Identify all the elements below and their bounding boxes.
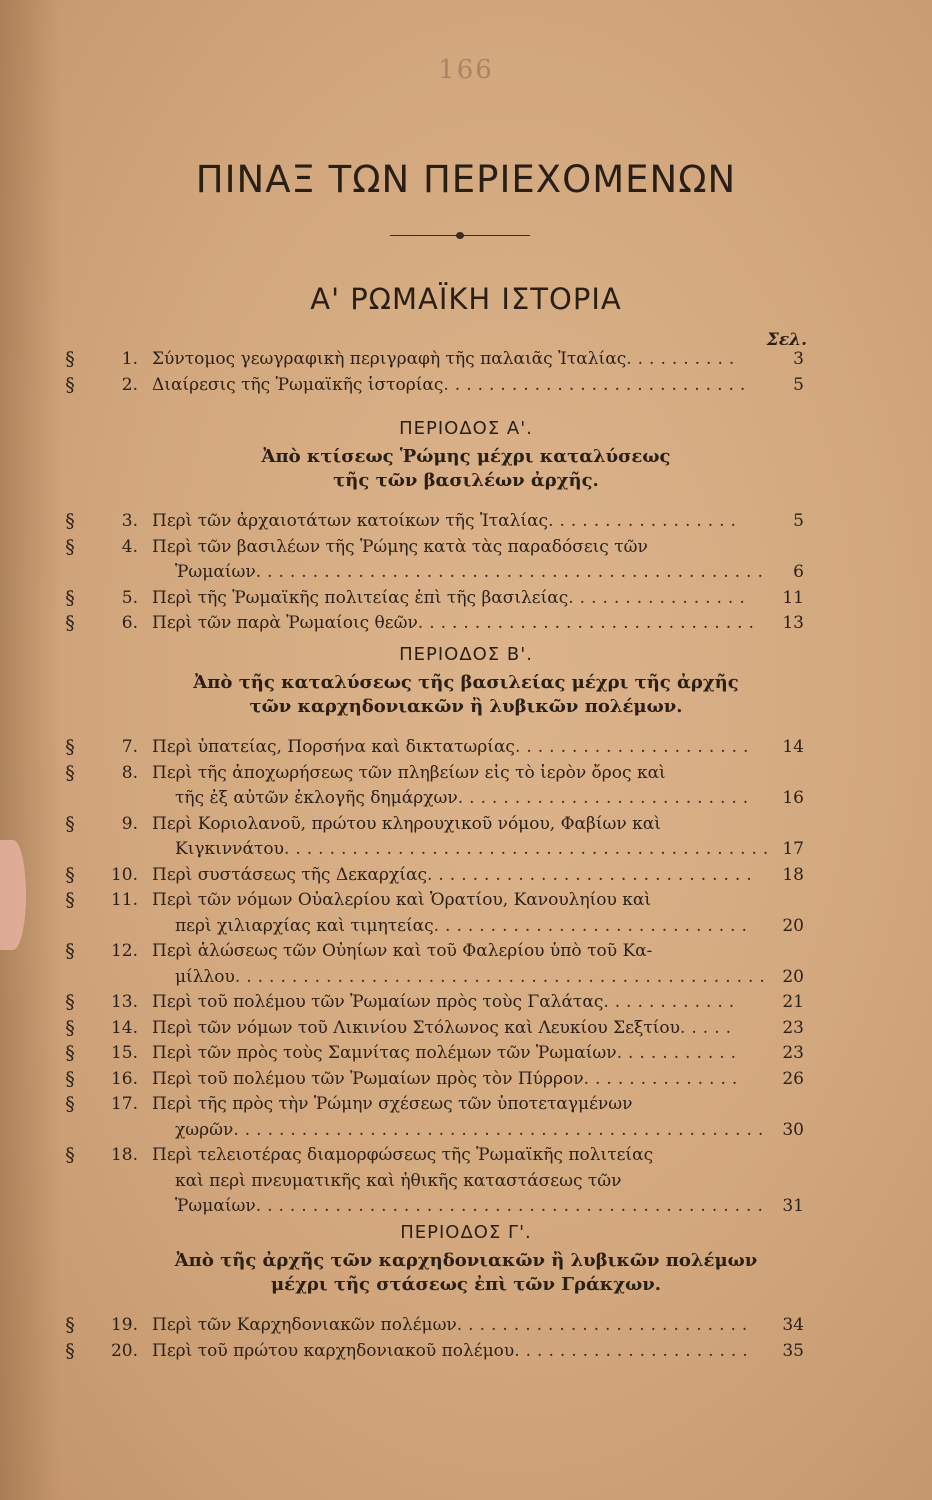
page-column-label: Σελ. bbox=[766, 330, 807, 350]
entry-number: 1. bbox=[121, 349, 138, 369]
entry-number: 13. bbox=[110, 992, 138, 1012]
section-symbol: § bbox=[65, 510, 75, 532]
dot-leader: .......... bbox=[626, 349, 741, 369]
page-number: 166 bbox=[438, 55, 494, 85]
entry-title bbox=[152, 1142, 653, 1168]
entry-title-text: χωρῶν bbox=[175, 1119, 234, 1140]
entry-number: 2. bbox=[121, 374, 138, 395]
period-subtitle: τῆς τῶν βασιλέων ἀρχῆς. bbox=[333, 470, 599, 491]
dot-leader: .......................... bbox=[456, 1315, 754, 1335]
entry-number: 14. bbox=[110, 1017, 138, 1038]
toc-entry-row bbox=[0, 1066, 932, 1092]
toc-entry-row bbox=[0, 508, 932, 534]
entry-title bbox=[152, 508, 742, 534]
toc-entry-row bbox=[0, 346, 932, 372]
dot-leader: ..................... bbox=[514, 1340, 754, 1361]
entry-page-number: 11 bbox=[782, 587, 804, 608]
dot-leader: ............................. bbox=[427, 864, 758, 885]
entry-title bbox=[152, 1066, 743, 1092]
entry-title-text: Περὶ τῶν παρὰ Ῥωμαίοις θεῶν bbox=[152, 613, 418, 633]
entry-title-text: Ῥωμαίων bbox=[175, 562, 256, 582]
entry-title bbox=[152, 1312, 753, 1338]
toc-entry-row bbox=[0, 913, 932, 939]
toc-entry-row bbox=[0, 836, 932, 862]
toc-entry-row bbox=[0, 1091, 932, 1117]
entry-number: 12. bbox=[110, 941, 138, 961]
entry-title bbox=[152, 1015, 737, 1041]
section-symbol: § bbox=[65, 535, 75, 558]
dot-leader: ................ bbox=[568, 587, 751, 608]
entry-title-text: Περὶ τῆς Ῥωμαϊκῆς πολιτείας ἐπὶ τῆς βασιλείας bbox=[152, 587, 569, 608]
entry-number: 7. bbox=[121, 737, 138, 757]
section-symbol: § bbox=[65, 812, 75, 835]
toc-entry-row bbox=[0, 534, 932, 560]
section-symbol: § bbox=[65, 991, 75, 1013]
entry-title bbox=[175, 559, 769, 585]
entry-title-text: μίλλου bbox=[175, 966, 235, 987]
page-title: ΠΙΝΑΞ ΤΩΝ ΠΕΡΙΕΧΟΜΕΝΩΝ bbox=[195, 158, 737, 201]
entry-page-number: 23 bbox=[782, 1017, 804, 1038]
toc-entry-row bbox=[0, 862, 932, 888]
entry-title-text: Περὶ τοῦ πολέμου τῶν Ῥωμαίων πρὸς τοὺς Γαλάτας bbox=[152, 992, 604, 1012]
section-symbol: § bbox=[65, 373, 75, 396]
entry-page-number: 14 bbox=[782, 737, 804, 757]
part-title: Α' ΡΩΜΑΪΚΗ ΙΣΤΟΡΙΑ bbox=[310, 282, 622, 316]
entry-title-text: Περὶ τῶν βασιλέων τῆς Ῥώμης κατὰ τὰς παραδόσεις τῶν bbox=[152, 536, 648, 557]
entry-title bbox=[175, 1117, 769, 1143]
entry-number: 8. bbox=[121, 762, 138, 783]
entry-title bbox=[175, 1168, 621, 1194]
entry-number: 20. bbox=[110, 1340, 138, 1361]
toc-entry-row bbox=[0, 1193, 932, 1219]
dot-leader: ........................... bbox=[443, 374, 752, 395]
section-symbol: § bbox=[65, 1144, 75, 1166]
toc-entry-row bbox=[0, 1168, 932, 1194]
entry-title-text: Περὶ ἁλώσεως τῶν Οὐηίων καὶ τοῦ Φαλερίου ὑπὸ τοῦ Κα- bbox=[152, 941, 653, 961]
entry-page-number: 3 bbox=[793, 349, 804, 369]
entry-title-text: Περὶ τῶν ἀρχαιοτάτων κατοίκων τῆς Ἰταλίας bbox=[152, 511, 549, 531]
entry-page-number: 6 bbox=[793, 562, 804, 582]
entry-title-text: Περὶ τελειοτέρας διαμορφώσεως τῆς Ῥωμαϊκῆς πολιτείας bbox=[152, 1145, 654, 1165]
entry-number: 9. bbox=[121, 813, 138, 834]
entry-number: 10. bbox=[110, 864, 138, 885]
ornament-dot bbox=[456, 232, 464, 239]
dot-leader: ............................................. bbox=[255, 1196, 769, 1216]
entry-title-text: Περὶ τοῦ πρώτου καρχηδονιακοῦ πολέμου bbox=[152, 1340, 515, 1361]
entry-title-text: Περὶ συστάσεως τῆς Δεκαρχίας bbox=[152, 864, 427, 885]
entry-title bbox=[175, 913, 753, 939]
toc-entry-row bbox=[0, 1312, 932, 1338]
entry-title bbox=[152, 1338, 754, 1364]
entry-page-number: 23 bbox=[782, 1043, 804, 1063]
entry-page-number: 18 bbox=[782, 864, 804, 885]
period-subtitle: Ἀπὸ τῆς καταλύσεως τῆς βασιλείας μέχρι τῆς ἀρχῆς bbox=[193, 672, 739, 693]
title-ornament bbox=[390, 232, 530, 240]
entry-number: 18. bbox=[110, 1145, 138, 1165]
toc-entry-row bbox=[0, 1117, 932, 1143]
dot-leader: .......................... bbox=[457, 788, 755, 808]
entry-page-number: 5 bbox=[793, 374, 804, 395]
dot-leader: ................. bbox=[548, 511, 742, 531]
dot-leader: ............................................. bbox=[255, 562, 769, 582]
toc-entry-row bbox=[0, 1142, 932, 1168]
entry-title bbox=[175, 785, 754, 811]
entry-title-text: Περὶ ὑπατείας, Πορσήνα καὶ δικτατωρίας bbox=[152, 737, 515, 757]
entry-title bbox=[152, 811, 661, 837]
entry-number: 4. bbox=[121, 536, 138, 557]
entry-title bbox=[152, 938, 652, 964]
section-symbol: § bbox=[65, 889, 75, 911]
dot-leader: ............ bbox=[603, 992, 741, 1012]
section-symbol: § bbox=[65, 761, 75, 784]
period-heading: ΠΕΡΙΟΔΟΣ Α'. bbox=[399, 418, 533, 439]
entry-title-text: Περὶ τῶν πρὸς τοὺς Σαμνίτας πολέμων τῶν Ῥωμαίων bbox=[152, 1043, 617, 1063]
entry-page-number: 20 bbox=[782, 966, 804, 987]
entry-page-number: 20 bbox=[782, 915, 804, 936]
section-symbol: § bbox=[65, 612, 75, 634]
toc-entry-row bbox=[0, 1015, 932, 1041]
entry-number: 6. bbox=[121, 613, 138, 633]
toc-entry-row bbox=[0, 964, 932, 990]
section-symbol: § bbox=[65, 863, 75, 886]
entry-title bbox=[152, 534, 648, 560]
entry-title bbox=[152, 734, 754, 760]
entry-number: 11. bbox=[110, 890, 138, 910]
toc-entry-row bbox=[0, 811, 932, 837]
toc-entry-row bbox=[0, 372, 932, 398]
entry-title-text: καὶ περὶ πνευματικῆς καὶ ἠθικῆς καταστάσεως τῶν bbox=[175, 1170, 622, 1191]
section-symbol: § bbox=[65, 1093, 75, 1115]
entry-title bbox=[175, 1193, 769, 1219]
entry-title-text: Περὶ τῶν νόμων τοῦ Λικινίου Στόλωνος καὶ Λευκίου Σεξτίου bbox=[152, 1017, 680, 1038]
toc-entry-row bbox=[0, 938, 932, 964]
entry-title-text: Περὶ τῶν Καρχηδονιακῶν πολέμων bbox=[152, 1315, 457, 1335]
dot-leader: ..................... bbox=[514, 737, 755, 757]
entry-title bbox=[152, 1040, 742, 1066]
entry-title-text: Περὶ Κοριολανοῦ, πρώτου κληρουχικοῦ νόμου, Φαβίων καὶ bbox=[152, 813, 661, 834]
entry-title bbox=[175, 836, 774, 862]
entry-title bbox=[152, 862, 758, 888]
toc-entry-row bbox=[0, 1040, 932, 1066]
section-symbol: § bbox=[65, 1339, 75, 1362]
entry-title-text: τῆς ἐξ αὐτῶν ἐκλογῆς δημάρχων bbox=[175, 788, 458, 808]
entry-page-number: 31 bbox=[782, 1196, 804, 1216]
entry-title-text: Ῥωμαίων bbox=[175, 1196, 256, 1216]
entry-page-number: 16 bbox=[782, 788, 804, 808]
entry-title-text: Περὶ τῆς πρὸς τὴν Ῥώμην σχέσεως τῶν ὑποτεταγμένων bbox=[152, 1094, 633, 1114]
entry-page-number: 30 bbox=[782, 1119, 804, 1140]
entry-page-number: 21 bbox=[782, 992, 804, 1012]
toc-entry-row bbox=[0, 610, 932, 636]
period-heading: ΠΕΡΙΟΔΟΣ Γ'. bbox=[400, 1222, 532, 1243]
entry-number: 3. bbox=[121, 511, 138, 531]
toc-entry-row bbox=[0, 585, 932, 611]
entry-title bbox=[152, 585, 751, 611]
entry-page-number: 5 bbox=[793, 511, 804, 531]
section-symbol: § bbox=[65, 348, 75, 370]
toc-entry-row bbox=[0, 734, 932, 760]
entry-page-number: 17 bbox=[782, 839, 804, 859]
dot-leader: ............................................... bbox=[233, 1119, 770, 1140]
section-symbol: § bbox=[65, 1042, 75, 1064]
dot-leader: .............................. bbox=[417, 613, 760, 633]
section-symbol: § bbox=[65, 586, 75, 609]
dot-leader: ..... bbox=[679, 1017, 738, 1038]
entry-title bbox=[152, 989, 740, 1015]
entry-number: 15. bbox=[110, 1043, 138, 1063]
toc-entry-row bbox=[0, 989, 932, 1015]
entry-page-number: 13 bbox=[782, 613, 804, 633]
toc-entry-row bbox=[0, 559, 932, 585]
entry-title bbox=[152, 372, 751, 398]
section-symbol: § bbox=[65, 736, 75, 758]
entry-title bbox=[175, 964, 771, 990]
entry-title bbox=[152, 346, 740, 372]
entry-number: 5. bbox=[121, 587, 138, 608]
entry-title-text: περὶ χιλιαρχίας καὶ τιμητείας bbox=[175, 915, 434, 936]
entry-title-text: Κιγκιννάτου bbox=[175, 839, 284, 859]
period-heading: ΠΕΡΙΟΔΟΣ Β'. bbox=[399, 644, 533, 665]
entry-page-number: 34 bbox=[782, 1315, 804, 1335]
entry-page-number: 26 bbox=[782, 1068, 804, 1089]
dot-leader: ............................ bbox=[433, 915, 753, 936]
period-subtitle: μέχρι τῆς στάσεως ἐπὶ τῶν Γράκχων. bbox=[270, 1274, 662, 1295]
entry-title-text: Περὶ τῆς ἀποχωρήσεως τῶν πληβείων εἰς τὸ ἱερὸν ὄρος καὶ bbox=[152, 762, 666, 783]
section-symbol: § bbox=[65, 1314, 75, 1336]
section-symbol: § bbox=[65, 1067, 75, 1090]
entry-title bbox=[152, 1091, 632, 1117]
toc-entry-row bbox=[0, 887, 932, 913]
entry-page-number: 35 bbox=[782, 1340, 804, 1361]
entry-number: 19. bbox=[110, 1315, 138, 1335]
entry-title-text: Σύντομος γεωγραφικὴ περιγραφὴ τῆς παλαιᾶς Ἰταλίας bbox=[152, 349, 627, 369]
section-symbol: § bbox=[65, 1016, 75, 1039]
period-subtitle: Ἀπὸ τῆς ἀρχῆς τῶν καρχηδονιακῶν ἢ λυβικῶν πολέμων bbox=[174, 1250, 758, 1271]
period-subtitle: τῶν καρχηδονιακῶν ἢ λυβικῶν πολέμων. bbox=[249, 696, 683, 717]
section-symbol: § bbox=[65, 940, 75, 962]
entry-number: 17. bbox=[110, 1094, 138, 1114]
toc-entry-row bbox=[0, 1338, 932, 1364]
entry-title-text: Περὶ τοῦ πολέμου τῶν Ῥωμαίων πρὸς τὸν Πύρρον bbox=[152, 1068, 584, 1089]
dot-leader: ............................................... bbox=[234, 966, 771, 987]
entry-title-text: Διαίρεσις τῆς Ῥωμαϊκῆς ἱστορίας bbox=[152, 374, 444, 395]
entry-title bbox=[152, 610, 760, 636]
entry-number: 16. bbox=[110, 1068, 138, 1089]
entry-title bbox=[152, 887, 651, 913]
toc-entry-row bbox=[0, 785, 932, 811]
period-subtitle: Ἀπὸ κτίσεως Ῥώμης μέχρι καταλύσεως bbox=[261, 446, 671, 467]
dot-leader: ........... bbox=[616, 1043, 743, 1063]
entry-title bbox=[152, 760, 666, 786]
dot-leader: ........................................... bbox=[283, 839, 775, 859]
toc-entry-row bbox=[0, 760, 932, 786]
dot-leader: .............. bbox=[583, 1068, 744, 1089]
entry-title-text: Περὶ τῶν νόμων Οὐαλερίου καὶ Ὁρατίου, Κανουληίου καὶ bbox=[152, 890, 652, 910]
